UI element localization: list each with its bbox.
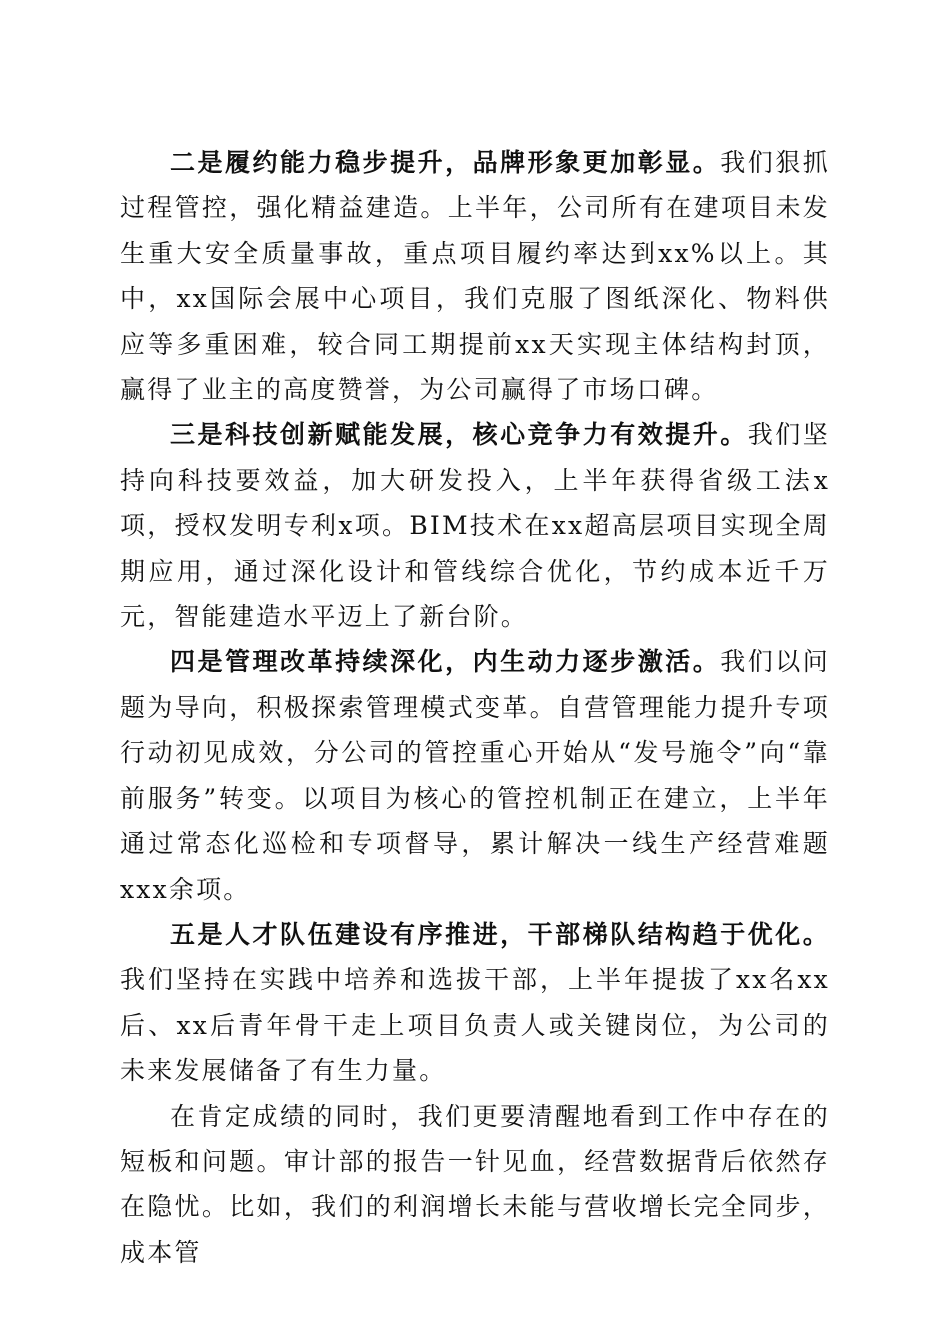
paragraph-problems [120, 1094, 830, 1276]
paragraph-text: 我们坚持向科技要效益，加大研发投入，上半年获得省级工法x项，授权发明专利x项。BIM技术在xx超高层项目实现全周期应用，通过深化设计和管线综合优化，节约成本近千万元，智能建造水平迈上了新台阶。 [120, 420, 830, 632]
paragraph-management-reform [120, 639, 830, 911]
paragraph-heading: 四是管理改革持续深化，内生动力逐步激活。 [170, 647, 721, 677]
paragraph-heading: 二是履约能力稳步提升，品牌形象更加彰显。 [170, 148, 721, 177]
paragraph-text: 我们坚持在实践中培养和选拔干部，上半年提拔了xx名xx后、xx后青年骨干走上项目负责人或关键岗位，为公司的未来发展储备了有生力量。 [120, 965, 830, 1086]
paragraph-performance [120, 140, 830, 412]
document-page [120, 140, 830, 1275]
paragraph-technology [120, 412, 830, 639]
paragraph-talent [120, 912, 830, 1094]
paragraph-text: 我们狠抓过程管控，强化精益建造。上半年，公司所有在建项目未发生重大安全质量事故，重点项目履约率达到xx%以上。其中，xx国际会展中心项目，我们克服了图纸深化、物料供应等多重困难，较合同工期提前xx天实现主体结构封顶，赢得了业主的高度赞誉，为公司赢得了市场口碑。 [120, 148, 830, 405]
paragraph-text: 在肯定成绩的同时，我们更要清醒地看到工作中存在的短板和问题。审计部的报告一针见血，经营数据背后依然存在隐忧。比如，我们的利润增长未能与营收增长完全同步，成本管 [120, 1101, 830, 1267]
paragraph-text: 我们以问题为导向，积极探索管理模式变革。自营管理能力提升专项行动初见成效，分公司的管控重心开始从“发号施令”向“靠前服务”转变。以项目为核心的管控机制正在建立，上半年通过常态化巡检和专项督导，累计解决一线生产经营难题xxx余项。 [120, 647, 830, 904]
paragraph-heading: 五是人才队伍建设有序推进，干部梯队结构趋于优化。 [170, 919, 830, 949]
paragraph-heading: 三是科技创新赋能发展，核心竞争力有效提升。 [170, 420, 748, 450]
